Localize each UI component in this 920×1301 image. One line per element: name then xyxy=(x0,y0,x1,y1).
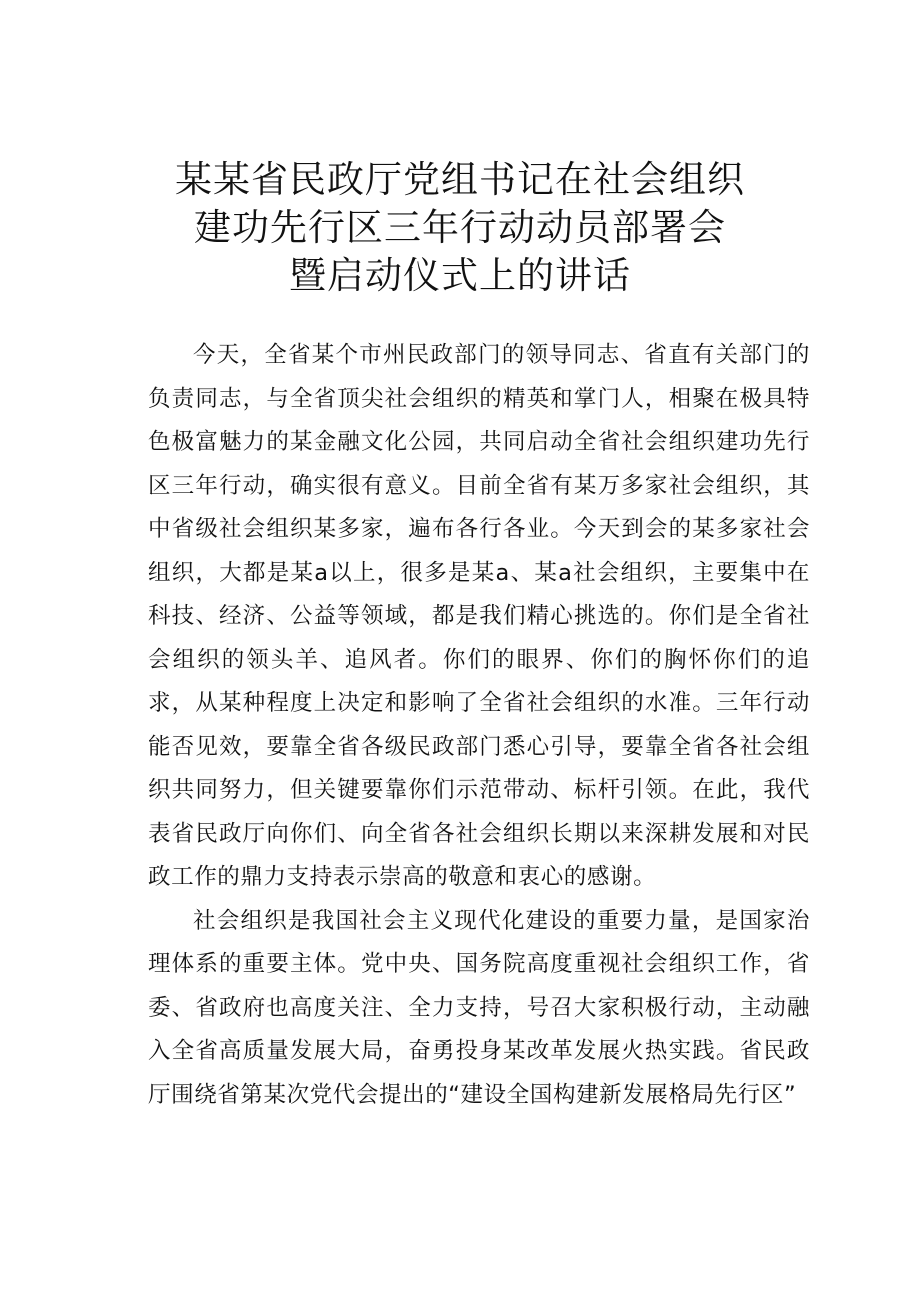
title-line-2: 建功先行区三年行动动员部署会 xyxy=(194,206,726,249)
document-body xyxy=(148,334,810,1117)
paragraph-2: 社会组织是我国社会主义现代化建设的重要力量，是国家治理体系的重要主体。党中央、国务院高度重视社会组织工作，省委、省政府也高度关注、全力支持，号召大家积极行动，主动融入全省高质量发展大局，奋勇投身某改革发展火热实践。省民政厅围绕省第某次党代会提出的“建设全国构建新发展格局先行区” xyxy=(148,907,810,1108)
title-line-3: 暨启动仪式上的讲话 xyxy=(289,254,631,297)
title-line-1: 某某省民政厅党组书记在社会组织 xyxy=(175,158,745,201)
paragraph-1: 今天，全省某个市州民政部门的领导同志、省直有关部门的负责同志，与全省顶尖社会组织的精英和掌门人，相聚在极具特色极富魅力的某金融文化公园，共同启动全省社会组织建功先行区三年行动，确实很有意义。目前全省有某万多家社会组织，其中省级社会组织某多家，遍布各行各业。今天到会的某多家社会组织，大都是某a以上，很多是某a、某a社会组织，主要集中在科技、经济、公益等领域，都是我们精心挑选的。你们是全省社会组织的领头羊、追风者。你们的眼界、你们的胸怀你们的追求，从某种程度上决定和影响了全省社会组织的水准。三年行动能否见效，要靠全省各级民政部门悉心引导，要靠全省各社会组织共同努力，但关键要靠你们示范带动、标杆引领。在此，我代表省民政厅向你们、向全省各社会组织长期以来深耕发展和对民政工作的鼎力支持表示崇高的敬意和衷心的感谢。 xyxy=(148,342,810,890)
document-title xyxy=(100,156,820,300)
